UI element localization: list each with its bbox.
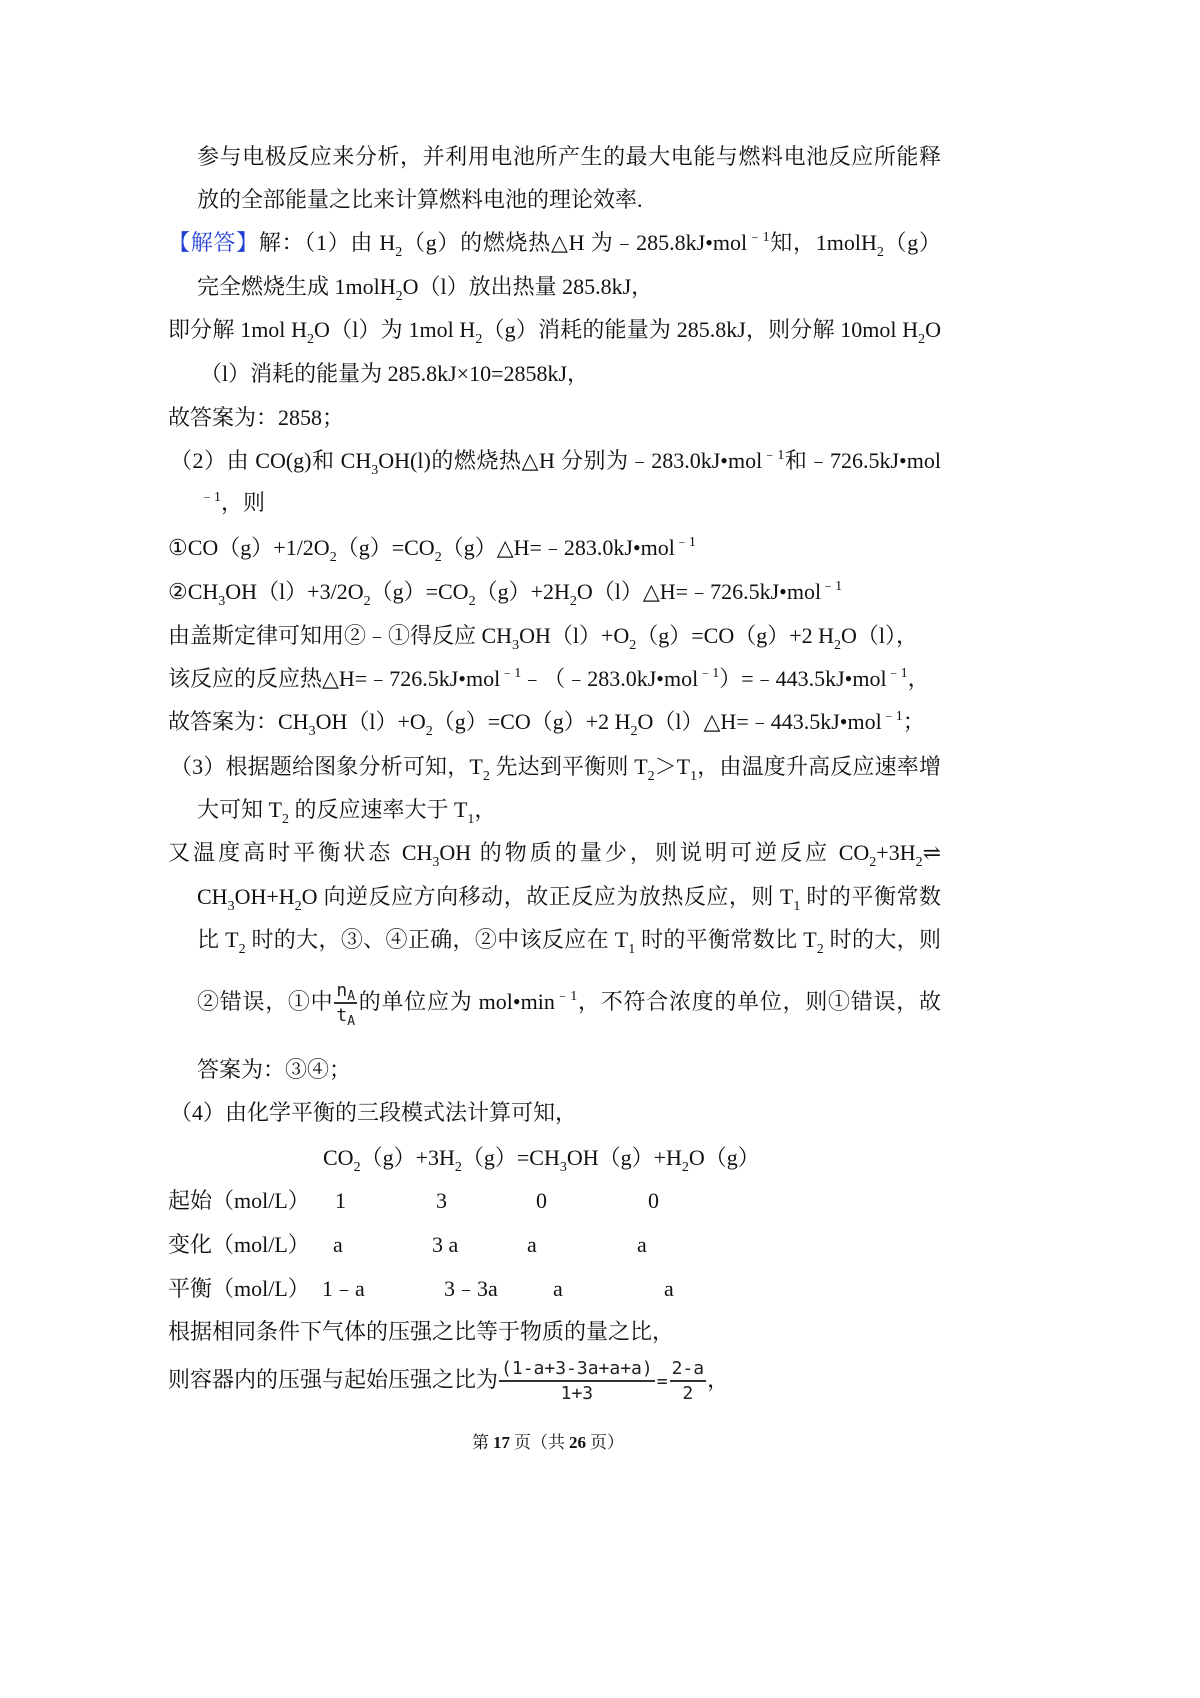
text-run: 先达到平衡则 T — [489, 754, 648, 779]
superscript: ﹣1 — [762, 448, 785, 463]
subscript: 2 — [281, 812, 289, 827]
text-run: ②错误，①中 — [197, 989, 334, 1014]
subscript: 2 — [475, 332, 483, 347]
text-run: O（l）， — [841, 623, 919, 648]
text-line — [168, 614, 918, 658]
superscript: ﹣1 — [821, 579, 843, 594]
subscript: 1 — [628, 942, 636, 957]
superscript: ﹣1 — [881, 709, 903, 724]
subscript: 1 — [467, 812, 475, 827]
text-run: 比 T — [197, 927, 239, 952]
table-row — [0, 1267, 720, 1311]
text-run: ＞T — [654, 754, 691, 779]
fraction-numerator — [670, 1359, 707, 1382]
subscript: 2 — [915, 855, 923, 870]
text-line — [197, 788, 496, 832]
text-run: （l）消耗的能量为 285.8kJ×10=2858kJ， — [200, 361, 590, 386]
table-cell: a — [637, 1232, 647, 1257]
table-cell: 3 — [436, 1188, 447, 1213]
subscript: 2 — [395, 289, 403, 304]
subscript: 2 — [454, 1160, 462, 1175]
page-footer — [430, 1430, 666, 1456]
text-line — [168, 700, 925, 744]
subscript: 3 — [227, 899, 235, 914]
text-run: ； — [902, 709, 925, 734]
text-line — [197, 1048, 351, 1092]
text-run: OH(l)的燃烧热△H 分别为﹣283.0kJ•mol — [378, 448, 763, 473]
subscript: 2 — [647, 769, 655, 784]
text-line — [197, 972, 941, 1032]
fraction-numerator — [499, 1359, 655, 1382]
subscript: 2 — [816, 942, 824, 957]
subscript: 2 — [306, 332, 314, 347]
text-run: 时的大，③、④正确，②中该反应在 T — [245, 927, 629, 952]
text-run: ）=﹣443.5kJ•mol — [719, 666, 887, 691]
text-run: （g） — [883, 230, 941, 255]
row-label: 起始（mol/L） — [168, 1188, 310, 1213]
subscript: 3 — [218, 594, 226, 609]
subscript: 2 — [238, 942, 246, 957]
text-run: 又温度高时平衡状态 CH — [168, 840, 433, 865]
subscript: 2 — [482, 769, 490, 784]
text-run: （g）△H=﹣283.0kJ•mol — [441, 535, 675, 560]
text-line — [168, 1350, 729, 1412]
subscript: 2 — [918, 332, 926, 347]
subscript: 2 — [294, 899, 302, 914]
page-number: 17 — [493, 1433, 510, 1452]
text-line — [168, 1310, 674, 1354]
text-run: （3）根据题给图象分析可知，T — [170, 754, 483, 779]
text-run: 的反应速率大于 T — [288, 797, 468, 822]
fraction-denominator — [499, 1382, 655, 1404]
subscript: 2 — [569, 594, 577, 609]
text-run: OH+H — [234, 884, 295, 909]
subscript: 2 — [834, 638, 842, 653]
text-run: ②CH — [168, 579, 219, 604]
text-line — [168, 570, 842, 614]
text-line — [200, 481, 265, 525]
text-run: （g）消耗的能量为 285.8kJ，则分解 10mol H — [482, 317, 919, 342]
text-run: （2）由 CO(g)和 CH — [170, 448, 372, 473]
superscript: ﹣1 — [886, 666, 908, 681]
text-run: ，则 — [221, 490, 266, 515]
fraction — [670, 1359, 707, 1404]
subscript: 3 — [432, 855, 440, 870]
answer-label: 【解答】 — [168, 230, 259, 255]
subscript: 2 — [395, 245, 403, 260]
fraction-denominator — [670, 1382, 707, 1404]
subscript: 1 — [793, 899, 801, 914]
row-label: 平衡（mol/L） — [168, 1276, 310, 1301]
text-run: CH — [197, 884, 228, 909]
text-run: 则容器内的压强与起始压强之比为 — [168, 1367, 499, 1392]
text-run: O（l）△H=﹣726.5kJ•mol — [576, 579, 822, 604]
subscript: A — [347, 989, 356, 1005]
text-run: （g）的燃烧热△H 为﹣285.8kJ•mol — [402, 230, 748, 255]
text-run: ，不符合浓度的单位，则①错误，故 — [577, 989, 941, 1014]
table-cell: a — [664, 1276, 674, 1301]
text-run: O（l）△H=﹣443.5kJ•mol — [637, 709, 882, 734]
subscript: 2 — [329, 550, 337, 565]
text-run: O（l）放出热量 285.8kJ， — [402, 274, 654, 299]
text-run: O — [925, 317, 941, 342]
page-total: 26 — [569, 1433, 586, 1452]
text-run: 时的大，则 — [823, 927, 941, 952]
text-run: （g）=CO（g）+2 H — [432, 709, 631, 734]
text-line — [168, 308, 941, 352]
text-run: 知，1molH — [769, 230, 877, 255]
text-run: 2 — [682, 1383, 694, 1405]
subscript: 3 — [559, 1160, 567, 1175]
text-run: 该反应的反应热△H=﹣726.5kJ•mol — [168, 666, 501, 691]
table-cell: 3﹣3a — [444, 1276, 498, 1301]
text-run: 根据相同条件下气体的压强之比等于物质的量之比， — [168, 1319, 675, 1344]
text-run: t — [336, 1005, 348, 1027]
subscript: 3 — [512, 638, 520, 653]
text-run: ， — [707, 1367, 730, 1392]
subscript: 3 — [308, 724, 316, 739]
text-run: 的单位应为 mol•min — [358, 989, 555, 1014]
text-run: 1+3 — [560, 1383, 594, 1405]
subscript: 2 — [363, 594, 371, 609]
text-run: OH（l）+O — [315, 709, 426, 734]
text-run: O 向逆反应方向移动，故正反应为放热反应，则 T — [301, 884, 794, 909]
text-run: O（g） — [688, 1145, 760, 1170]
text-run: ①CO（g）+1/2O — [168, 535, 330, 560]
text-run: 时的平衡常数 — [800, 884, 941, 909]
text-run: 2-a — [671, 1358, 705, 1380]
subscript: 2 — [629, 638, 637, 653]
table-cell: 1﹣a — [322, 1276, 365, 1301]
text-run: 即分解 1mol H — [168, 317, 307, 342]
text-run: (1-a+3-3a+a+a) — [501, 1358, 653, 1380]
row-label: 变化（mol/L） — [168, 1232, 310, 1257]
fraction-numerator — [334, 981, 357, 1004]
footer-text: 页（共 — [514, 1433, 565, 1452]
text-run: OH（l）+3/2O — [225, 579, 364, 604]
subscript: 2 — [468, 594, 476, 609]
text-run: O（l）为 1mol H — [313, 317, 476, 342]
table-row — [0, 1179, 720, 1223]
superscript: ﹣1 — [698, 666, 720, 681]
text-line — [197, 918, 941, 962]
superscript: ﹣1 — [747, 230, 770, 245]
text-run: n — [336, 980, 348, 1002]
fraction — [334, 980, 357, 1030]
math-symbol: = — [656, 1370, 668, 1392]
superscript: ﹣1 — [200, 490, 221, 505]
text-run: （g）=CO — [336, 535, 435, 560]
table-cell: a — [333, 1232, 343, 1257]
subscript: 2 — [876, 245, 884, 260]
text-line — [168, 526, 696, 570]
text-run: 大可知 T — [197, 797, 282, 822]
subscript: 3 — [371, 463, 379, 478]
text-line — [168, 657, 930, 701]
text-run: （g）+2H — [475, 579, 570, 604]
text-run: 故答案为：2858； — [168, 405, 345, 430]
fraction-denominator — [334, 1004, 357, 1030]
superscript: ﹣1 — [674, 535, 696, 550]
text-line — [323, 1136, 760, 1180]
text-run: 由盖斯定律可知用②﹣①得反应 CH — [168, 623, 513, 648]
subscript: 2 — [434, 550, 442, 565]
text-run: （g）+3H — [360, 1145, 455, 1170]
text-line — [197, 135, 941, 179]
text-line — [168, 396, 344, 440]
text-line — [197, 875, 941, 919]
text-run: +3H — [876, 840, 916, 865]
table-cell: a — [527, 1232, 537, 1257]
table-cell: 0 — [648, 1188, 659, 1213]
text-run: 故答案为：CH — [168, 709, 309, 734]
text-line — [168, 831, 941, 875]
footer-text: 第 — [472, 1433, 489, 1452]
text-line — [170, 1091, 577, 1135]
text-line — [170, 439, 941, 483]
table-cell: 0 — [536, 1188, 547, 1213]
text-run: （4）由化学平衡的三段模式法计算可知， — [170, 1100, 578, 1125]
table-cell: 3 a — [432, 1232, 459, 1257]
text-line — [200, 352, 589, 396]
text-line — [168, 221, 941, 265]
text-line — [197, 178, 643, 222]
text-run: 时的平衡常数比 T — [635, 927, 817, 952]
superscript: ﹣1 — [500, 666, 522, 681]
text-run: 完全燃烧生成 1molH — [197, 274, 396, 299]
subscript: 1 — [690, 769, 698, 784]
text-run: ， — [907, 666, 930, 691]
text-line — [197, 265, 653, 309]
footer-text: 页） — [590, 1433, 624, 1452]
text-run: OH 的物质的量少，则说明可逆反应 CO — [439, 840, 870, 865]
subscript: 2 — [630, 724, 638, 739]
text-run: ，由温度升高反应速率增 — [697, 754, 941, 779]
text-run: 答案为：③④； — [197, 1057, 352, 1082]
superscript: ﹣1 — [554, 989, 578, 1004]
text-run: OH（g）+H — [566, 1145, 682, 1170]
text-run: CO — [323, 1145, 354, 1170]
subscript: 2 — [353, 1160, 361, 1175]
subscript: A — [347, 1014, 356, 1030]
text-run: ﹣（﹣283.0kJ•mol — [521, 666, 699, 691]
subscript: 2 — [681, 1160, 689, 1175]
text-run: 和﹣726.5kJ•mol — [784, 448, 941, 473]
text-run: （g）=CO — [370, 579, 469, 604]
subscript: 2 — [425, 724, 433, 739]
text-run: ⇌ — [922, 840, 942, 865]
table-cell: a — [553, 1276, 563, 1301]
table-row — [0, 1223, 720, 1267]
text-run: 参与电极反应来分析，并利用电池所产生的最大电能与燃料电池反应所能释 — [197, 144, 941, 169]
text-run: （g）=CO（g）+2 H — [636, 623, 835, 648]
fraction — [499, 1359, 655, 1404]
text-line — [170, 745, 941, 789]
text-run: ， — [474, 797, 497, 822]
table-cell: 1 — [335, 1188, 346, 1213]
text-run: OH（l）+O — [519, 623, 630, 648]
text-run: 解：（1）由 H — [258, 230, 396, 255]
subscript: 2 — [869, 855, 877, 870]
text-run: （g）=CH — [461, 1145, 560, 1170]
text-run: 放的全部能量之比来计算燃料电池的理论效率. — [197, 187, 643, 212]
